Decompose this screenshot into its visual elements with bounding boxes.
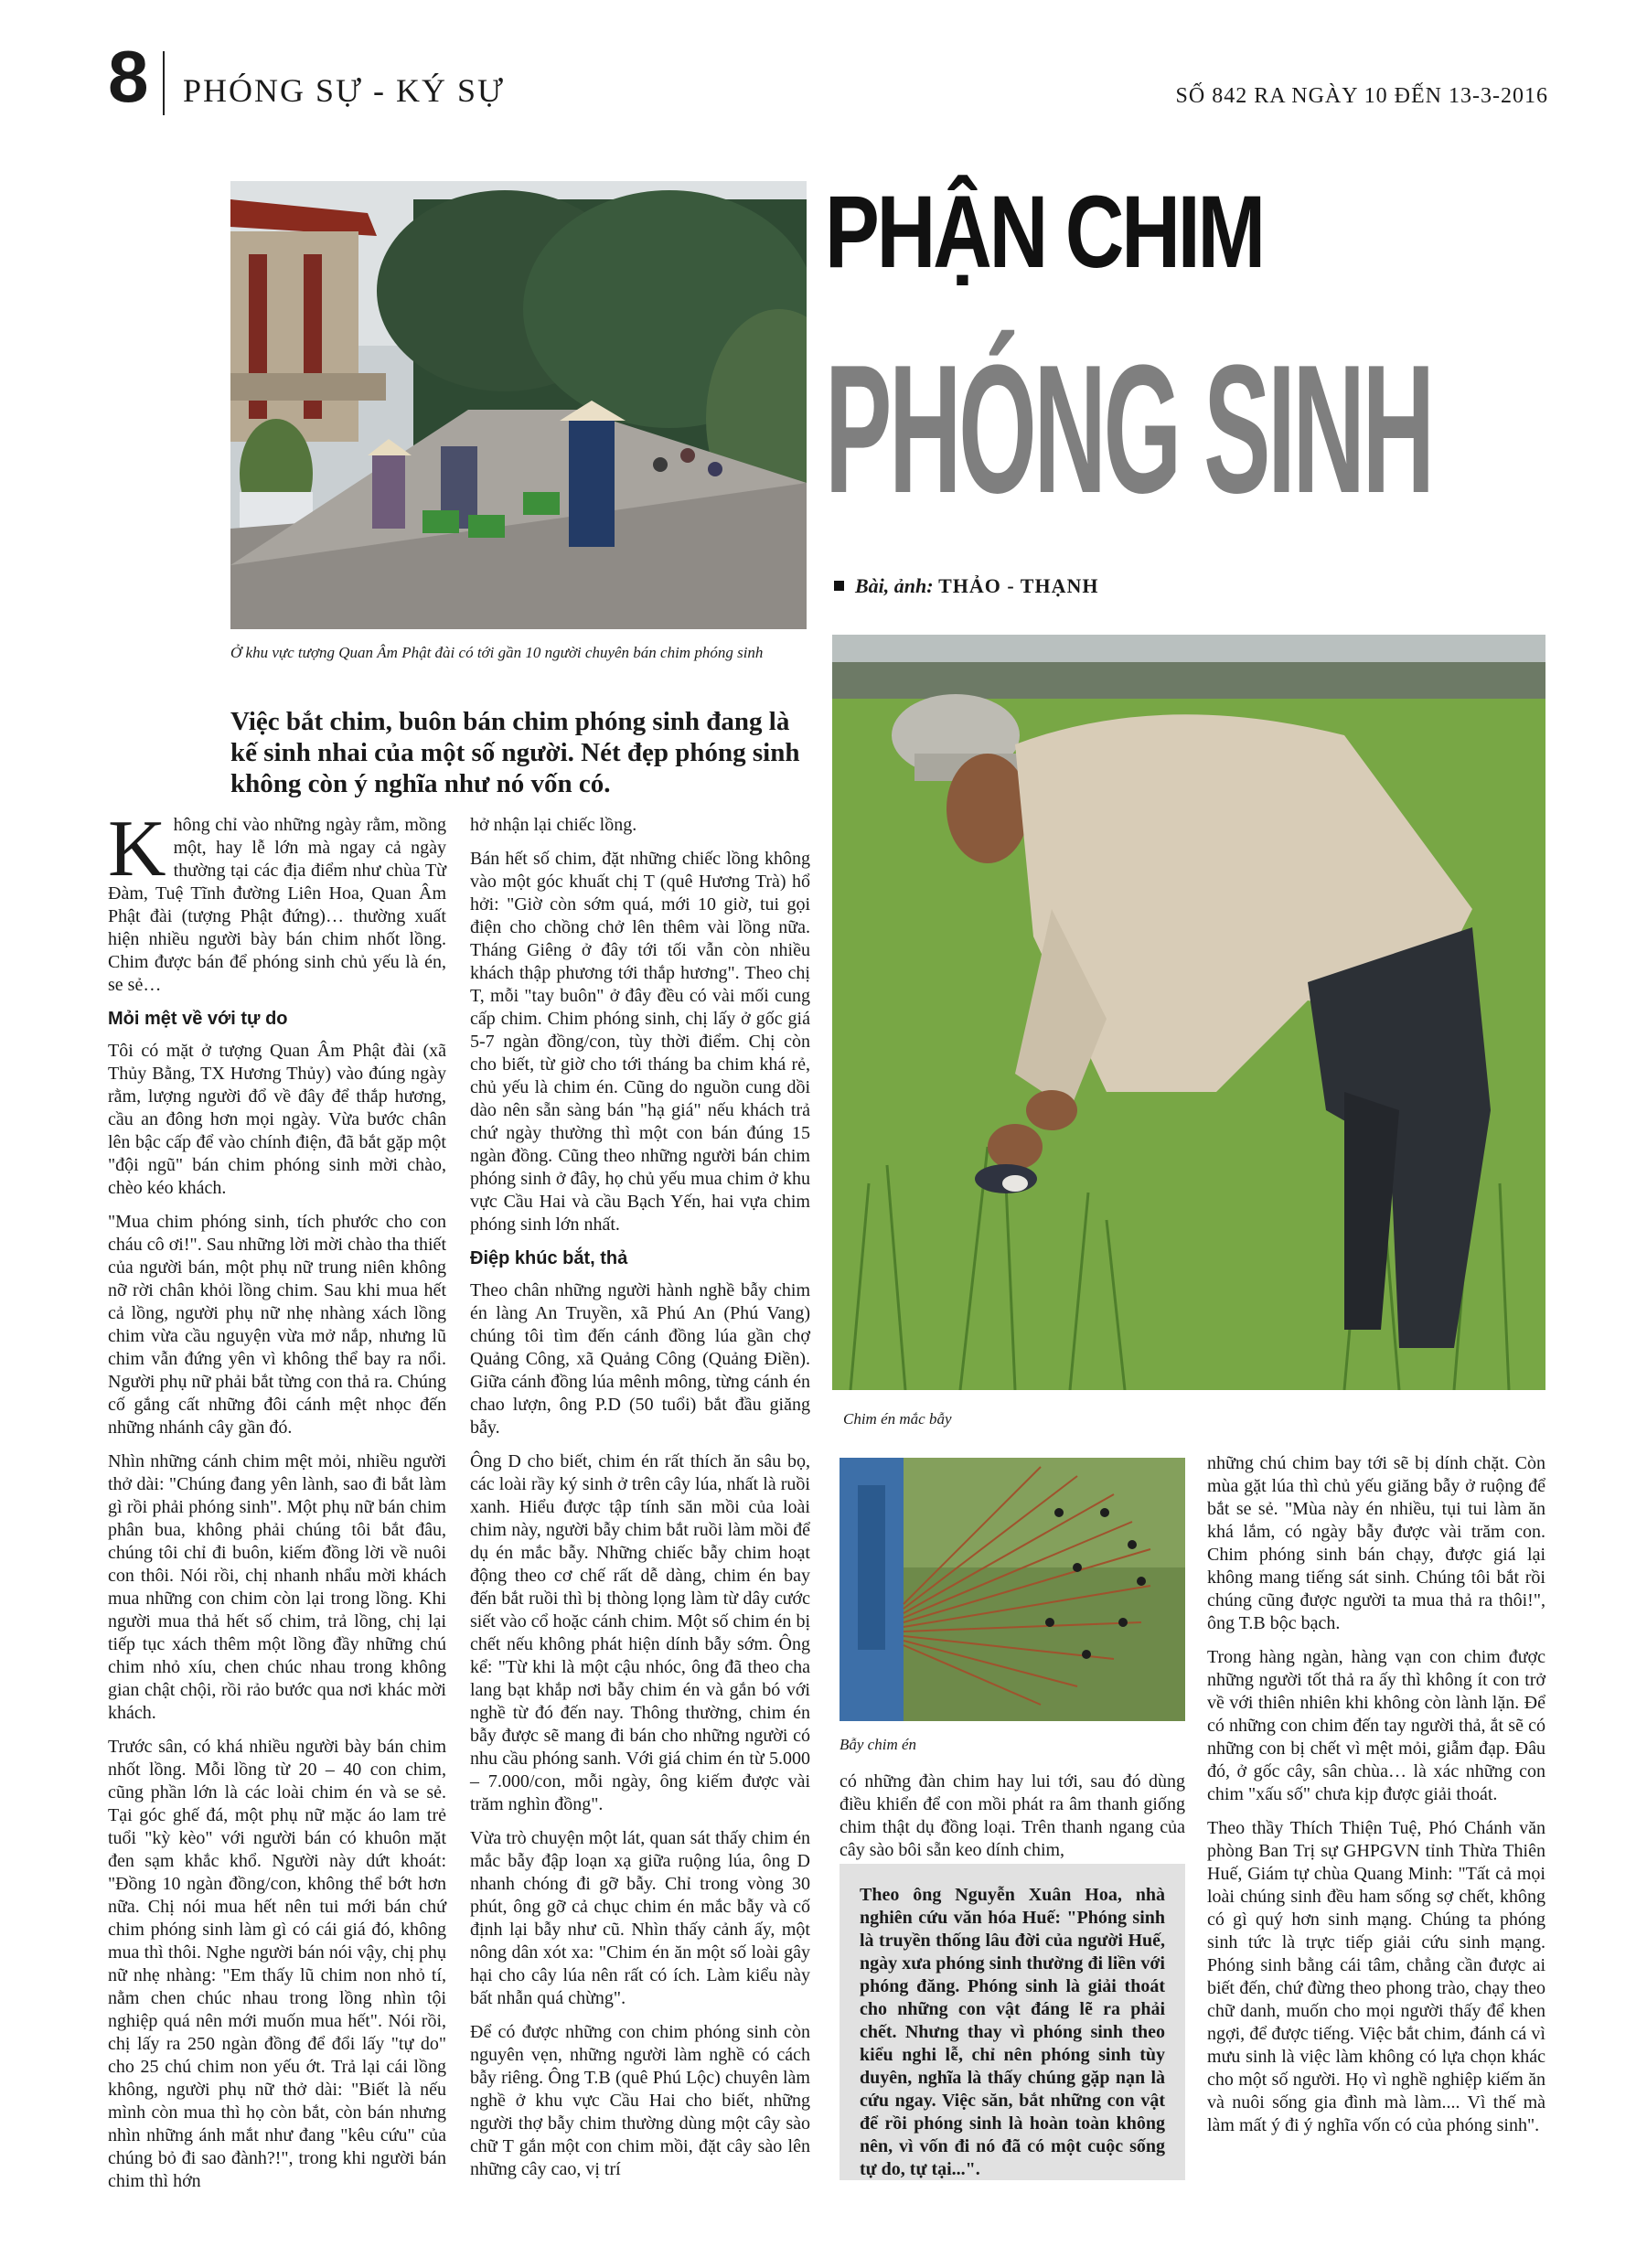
quote-box: Theo ông Nguyễn Xuân Hoa, nhà nghiên cứu văn hóa Huế: "Phóng sinh là truyền thống lâu đời của người Huế, ngày xưa phóng sinh thường đi liền với phóng đăng. Phóng sinh là giải thoát cho những con vật đáng lẽ ra phải chết. Nhưng thay vì phóng sinh theo kiểu nghi lễ, chỉ nên phóng sinh tùy duyên, nghĩa là thấy chúng gặp nạn là cứu ngay. Việc săn, bắt những con vật để rồi phóng sinh là hoàn toàn không nên, vì vốn đi nó đã có một cuộc sống tự do, tự tại...". — [840, 1864, 1185, 2180]
caption-trap-photo: Bẫy chim én — [840, 1736, 917, 1753]
col2-paragraph-4: Ông D cho biết, chim én rất thích ăn sâu bọ, các loài rầy ký sinh ở trên cây lúa, nhất là ruồi xanh. Hiểu được tập tính săn mồi của loài chim này, người bẫy chim bắt ruồi làm mồi để dụ én mắc bẫy. Những chiếc bẫy chim hoạt động theo cơ chế rất dễ dàng, chim én bay đến bắt ruồi thì bị thòng lọng làm từ dây cước siết vào cổ hoặc cánh chim. Một số chim én bị chết nếu không phát hiện dính bẫy sớm. Ông kể: "Từ khi là một cậu nhóc, ông đã theo cha lang bạt khắp nơi bẫy chim én và gắn bó với nghề từ đó đến nay. Thông thường, chim én bẫy được sẽ mang đi bán cho những người có nhu cầu phóng sanh. Với giá chim én từ 5.000 – 7.000/con, mỗi ngày, ông kiếm được vài trăm nghìn đồng". — [470, 1451, 810, 1814]
title-line-1: PHẬN CHIM — [825, 175, 1263, 289]
body-column-3 — [840, 1771, 1185, 1873]
body-column-4 — [1207, 1452, 1545, 2148]
col1-paragraph-4: Nhìn những cánh chim mệt mỏi, nhiều người thở dài: "Chúng đang yên lành, sao đi bắt làm gì rồi phải phóng sinh". Một phụ nữ bán chim phân bua, không phải chúng tôi bắt đâu, chúng tôi chỉ đi buôn, kiếm đồng lời về nuôi con thôi. Nói rồi, chị nhanh nhẩu mời khách mua những con chim còn lại trong lồng. Khi người mua thả hết số chim, trả lồng, chị lại tiếp tục xách thêm một lồng đầy những chú chim nhỏ xíu, chen chúc nhau trong không gian chật chội, rồi rảo bước qua nơi khác mời khách. — [108, 1451, 446, 1723]
photo-swallow-in-trap — [832, 635, 1545, 1390]
caption-top-photo: Ở khu vực tượng Quan Âm Phật đài có tới gần 10 người chuyên bán chim phóng sinh — [230, 644, 764, 661]
col1-paragraph-5: Trước sân, có khá nhiều người bày bán chim nhốt lồng. Mỗi lồng từ 20 – 40 con chim, cũng phần lớn là các loài chim én và se sẻ. Tại góc ghế đá, một phụ nữ mặc áo lam trẻ tuổi "kỳ kèo" với người bán có khuôn mặt đen sạm khắc khổ. Người này dứt khoát: "Đồng 10 ngàn đồng/con, không thể bớt hơn nữa. Chị nói mua hết nên tui mới bán chứ chim phóng sinh làm gì có cái giá đó, không mua thì thôi. Nghe người bán nói vậy, chị phụ nữ nhẹ nhàng: "Em thấy lũ chim non nhỏ tí, nằm chen chúc nhau trong lồng nhìn tội nghiệp quá nên mới muốn mua hết". Nói rồi, chị lấy ra 250 ngàn đồng để đổi lấy "tự do" cho 25 chú chim non yếu ớt. Trả lại cái lồng không, người phụ nữ thở dài: "Biết là nếu mình còn mua thì họ còn bắt, còn bán nhưng nhìn những ánh mắt như đang "kêu cứu" của chúng bỏ đi sao đành?!", trong khi người bán chim thì hớn — [108, 1737, 446, 2191]
byline-square-icon — [834, 581, 844, 591]
col2-paragraph-6: Để có được những con chim phóng sinh còn nguyên vẹn, những người làm nghề có cách bẫy riêng. Ông T.B (quê Phú Lộc) chuyên làm nghề ở khu vực Cầu Hai cho biết, những người thợ bẫy chim thường dùng một cây sào chữ T gắn một con chim mồi, đặt cây sào lên những cây cao, vị trí — [470, 2022, 810, 2179]
header-divider — [163, 51, 165, 115]
byline — [834, 574, 1098, 598]
photo-swallow-trap — [840, 1458, 1185, 1721]
lead-paragraph: Việc bắt chim, buôn bán chim phóng sinh đang là kế sinh nhai của một số người. Nét đẹp phóng sinh không còn ý nghĩa như nó vốn có. — [230, 707, 800, 798]
col1-paragraph-3: "Mua chim phóng sinh, tích phước cho con cháu cô ơi!". Sau những lời mời chào tha thiết của người bán, một phụ nữ trung niên không nỡ rời chân khỏi lồng chim. Sau khi mua hết cả lồng, người phụ nữ nhẹ nhàng xách lồng chim vừa cầu nguyện vừa mở nắp, nhưng lũ chim vẫn đứng yên vì không thể bay ra nổi. Người phụ nữ phải bắt từng con thả ra. Chúng cố gắng cất những đôi cánh mệt nhọc đến những nhánh cây gần đó. — [108, 1212, 446, 1438]
photo-bird-sellers — [230, 181, 807, 629]
byline-label: Bài, ảnh: — [855, 574, 934, 597]
col3-paragraph-1: có những đàn chim hay lui tới, sau đó dùng điều khiển để con mồi phát ra âm thanh giống chim thật dụ đồng loại. Trên thanh ngang của cây sào bôi sẵn keo dính chim, — [840, 1771, 1185, 1860]
subheading-2: Điệp khúc bắt, thả — [470, 1248, 628, 1268]
section-title: PHÓNG SỰ - KÝ SỰ — [183, 72, 505, 109]
byline-authors: THẢO - THẠNH — [938, 574, 1099, 597]
col1-paragraph-2: Tôi có mặt ở tượng Quan Âm Phật đài (xã Thủy Bằng, TX Hương Thủy) vào đúng ngày rằm, lượng người đổ về đây để thắp hương, cầu an đông hơn mọi ngày. Vừa bước chân lên bậc cấp để vào chính điện, đã bắt gặp một "đội ngũ" bán chim phóng sinh mời chào, chèo kéo khách. — [108, 1041, 446, 1198]
col2-paragraph-2: Bán hết số chim, đặt những chiếc lồng không vào một góc khuất chị T (quê Hương Trà) hổ hởi: "Giờ còn sớm quá, mới 10 giờ, tui gọi điện cho chồng chở lên thêm vài lồng nữa. Tháng Giêng ở đây tới tối vẫn còn nhiều khách thập phương tới thắp hương". Theo chị T, mỗi "tay buôn" ở đây đều có vài mối cung cấp chim. Chim phóng sinh, chị lấy ở gốc giá 5-7 ngàn đồng/con, tùy thời điểm. Chị còn cho biết, từ giờ cho tới tháng ba chim khá rẻ, chủ yếu là chim én. Cũng do nguồn cung dồi dào nên sẵn sàng bán "hạ giá" nếu khách trả chứ ngày thường thì một con bán đúng 15 ngàn đồng. Cũng theo những người bán chim phóng sinh ở đây, họ chủ yếu mua chim ở khu vực Cầu Hai và cầu Bạch Yến, hai vựa chim phóng sinh lớn nhất. — [470, 849, 810, 1235]
issue-info: SỐ 842 RA NGÀY 10 ĐẾN 13-3-2016 — [1175, 84, 1548, 108]
page-number: 8 — [108, 36, 149, 117]
col2-paragraph-5: Vừa trò chuyện một lát, quan sát thấy chim én mắc bẫy đập loạn xạ giữa ruộng lúa, ông D nhanh chóng đi gỡ bẫy. Chỉ trong vòng 30 phút, ông gỡ cả chục chim én mắc bẫy và cố định lại bẫy như cũ. Nhìn thấy cảnh ấy, một nông dân xót xa: "Chim én ăn một số loài gây hại cho cây lúa nên rất có ích. Làm kiểu này bất nhẫn quá chừng". — [470, 1828, 810, 2008]
col2-paragraph-1: hở nhận lại chiếc lồng. — [470, 815, 637, 835]
body-column-2 — [470, 814, 810, 2192]
col4-paragraph-2: Trong hàng ngàn, hàng vạn con chim được những người tốt thả ra ấy thì không ít con trở về với thiên nhiên khi không còn lành lặn. Để có những con chim đến tay người thả, ắt sẽ có những con bị chết vì mệt mỏi, giẫm đạp. Đâu đó, ở gốc cây, sân chùa… là xác những con chim "xấu số" chưa kịp được giải thoát. — [1207, 1647, 1545, 1804]
col2-paragraph-3: Theo chân những người hành nghề bẫy chim én làng An Truyền, xã Phú An (Phú Vang) chúng tôi tìm đến cánh đồng lúa gần chợ Quảng Công, xã Quảng Công (Quảng Điền). Giữa cánh đồng lúa mênh mông, từng cánh én chao lượn, ông P.D (50 tuổi) bắt đầu giăng bẫy. — [470, 1280, 810, 1438]
title-line-2: PHÓNG SINH — [825, 327, 1432, 531]
subheading-1: Mỏi mệt về với tự do — [108, 1009, 288, 1029]
drop-cap: K — [108, 805, 166, 893]
body-column-1 — [108, 805, 446, 2204]
caption-field-photo: Chim én mắc bẫy — [843, 1410, 952, 1428]
col1-paragraph-1: hông chỉ vào những ngày rằm, mồng một, hay lễ lớn mà ngay cả ngày thường tại các địa điểm như chùa Từ Đàm, Tuệ Tĩnh đường Liên Hoa, Quan Âm Phật đài (tượng Phật đứng)… thường xuất hiện nhiều người bày bán chim nhốt lồng. Chim được bán để phóng sinh chủ yếu là én, se sẻ… — [108, 815, 446, 995]
col4-paragraph-1: những chú chim bay tới sẽ bị dính chặt. Còn mùa gặt lúa thì chủ yếu giăng bẫy ở ruộng để bắt se sẻ. "Mùa này én nhiều, tụi tui làm ăn khá lắm, có ngày bẫy được vài trăm con. Chim phóng sinh bán chạy, được giá lại không mang tiếng sát sinh. Chúng tôi bắt rồi chúng cũng được người ta mua thả ra thôi!", ông T.B bộc bạch. — [1207, 1453, 1545, 1633]
col4-paragraph-3: Theo thầy Thích Thiện Tuệ, Phó Chánh văn phòng Ban Trị sự GHPGVN tỉnh Thừa Thiên Huế, Giám tự chùa Quang Minh: "Tất cả mọi loài chúng sinh đều ham sống sợ chết, không có gì quý hơn sinh mạng. Chúng ta phóng sinh tức là trực tiếp giải cứu sinh mạng. Phóng sinh bằng cái tâm, chẳng cần được ai biết đến, chứ đừng theo phong trào, chạy theo chữ danh, muốn cho mọi người thấy để khen ngợi, để được tiếng. Việc bắt chim, đánh cá vì mưu sinh là việc làm không có lựa chọn khác cho một số người. Họ vì nghề nghiệp kiếm ăn và nuôi sống gia đình mà làm.... Vì thế mà làm mất ý đi ý nghĩa vốn có của phóng sinh". — [1207, 1818, 1545, 2135]
